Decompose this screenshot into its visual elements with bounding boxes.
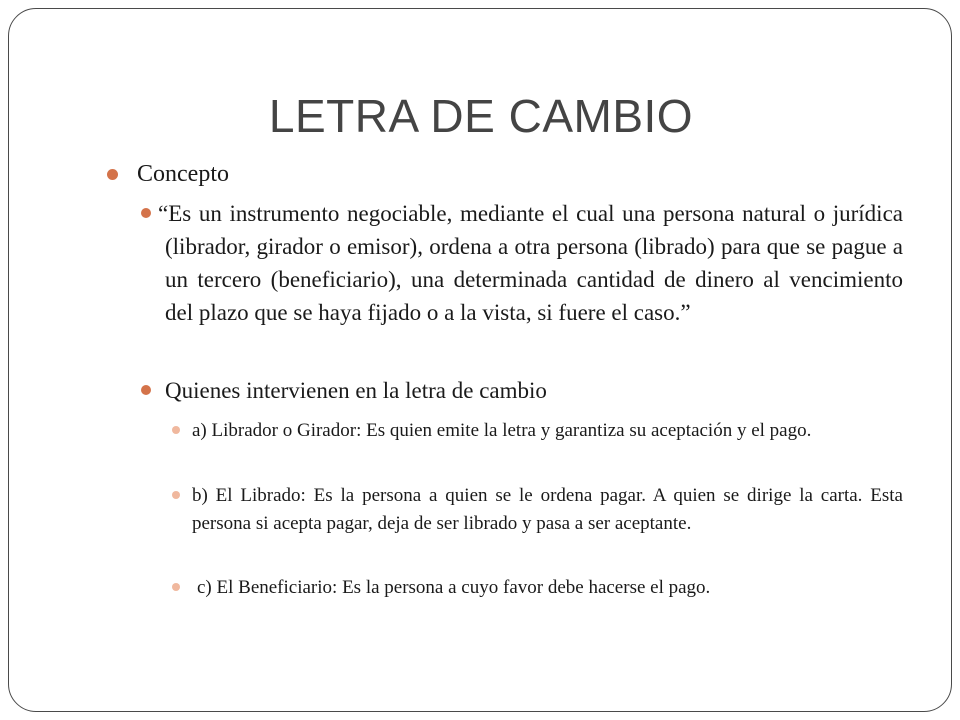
slide-frame: [8, 8, 952, 712]
bullet-participants-icon: [141, 385, 151, 395]
slide-title: LETRA DE CAMBIO: [268, 90, 694, 142]
bullet-definition-icon: [141, 208, 151, 218]
concept-heading: Concepto: [137, 161, 229, 187]
participants-heading: Quienes intervienen en la letra de cambio: [165, 378, 547, 403]
participant-item-beneficiario: c) El Beneficiario: Es la persona a cuyo favor debe hacerse el pago.: [197, 577, 711, 598]
bullet-beneficiario-icon: [172, 583, 180, 591]
definition-text: “Es un instrumento negociable, mediante el cual una persona natural o jurídica (librador, girador o emisor), ordena a otra persona (librado) para que se pague a un tercero (beneficiario), una determinada cantidad de dinero al vencimiento del plazo que se haya fijado o a la vista, si fuere el caso.”: [158, 201, 903, 325]
bullet-concepto-icon: [107, 169, 118, 180]
bullet-librador-icon: [172, 426, 180, 434]
participant-item-librador: a) Librador o Girador: Es quien emite la letra y garantiza su aceptación y el pago.: [192, 420, 812, 441]
participant-item-librado: b) El Librado: Es la persona a quien se le ordena pagar. A quien se dirige la carta. Esta persona si acepta pagar, deja de ser librado y pasa a ser aceptante.: [192, 485, 903, 534]
bullet-librado-icon: [172, 491, 180, 499]
